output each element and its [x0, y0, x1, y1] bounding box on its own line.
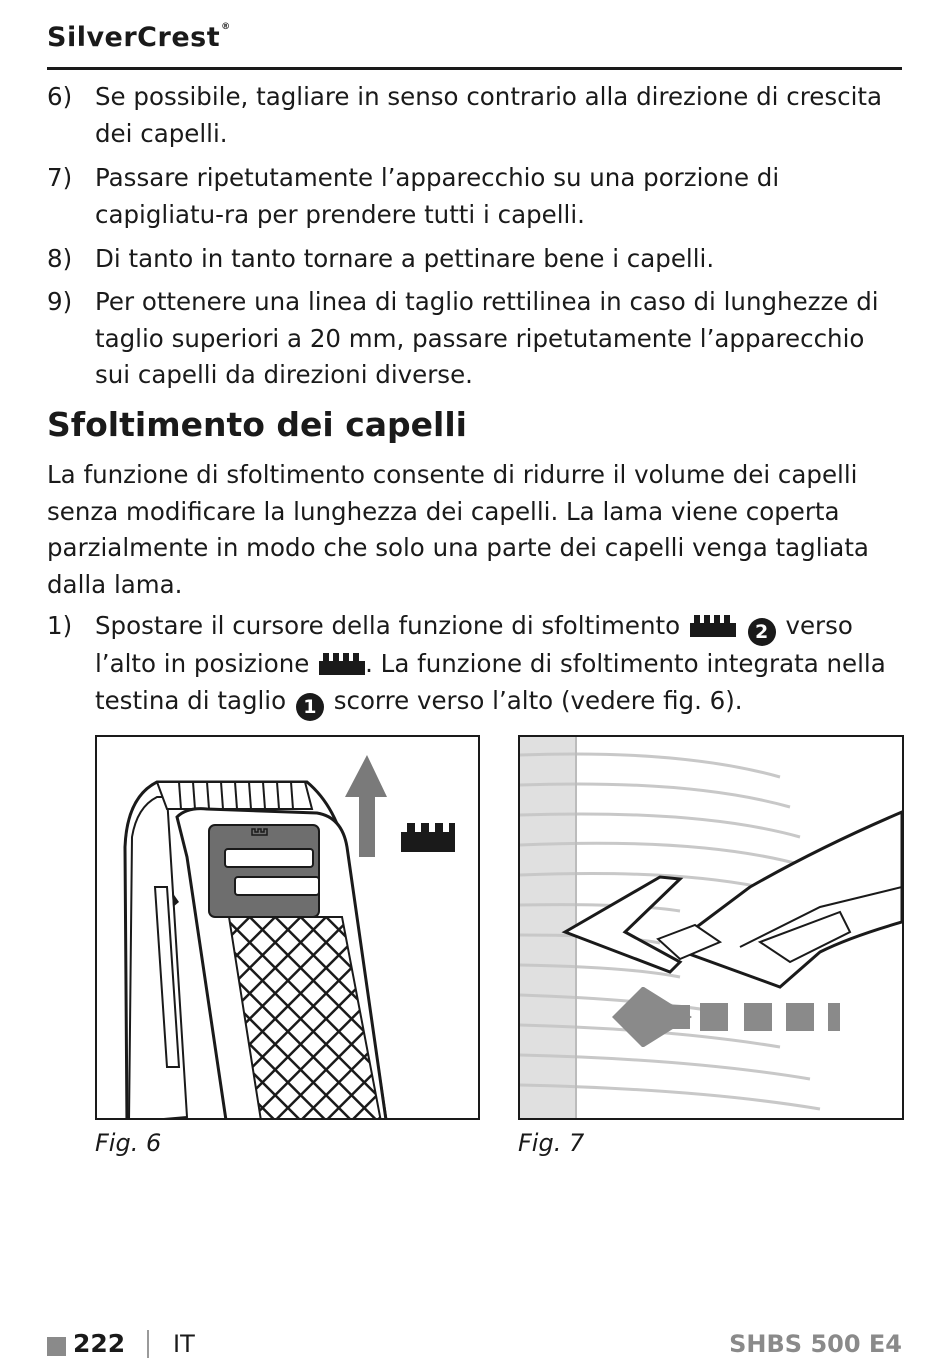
- thinning-comb-icon: [319, 653, 365, 675]
- figure-6: [95, 735, 480, 1120]
- thinning-cut-illustration: [520, 737, 902, 1118]
- thinning-step-1: [47, 608, 907, 721]
- part-ref-1: 1: [296, 693, 324, 721]
- brand-name: SilverCrest: [47, 22, 221, 53]
- language-code: IT: [173, 1330, 195, 1358]
- page-number: 222: [73, 1329, 126, 1358]
- figure-7: [518, 735, 904, 1120]
- step-number: 1): [47, 611, 73, 640]
- figure-6-caption: Fig. 6: [95, 1129, 162, 1157]
- step-text-part4: scorre verso l’alto (vedere fig. 6).: [333, 685, 743, 715]
- model-number: SHBS 500 E4: [729, 1330, 902, 1358]
- step-text-part3: . La funzione di sfoltimento integrata nella testina di taglio: [95, 649, 886, 715]
- registered-mark: ®: [221, 22, 231, 32]
- step-text: Passare ripetutamente l’apparecchio su una porzione di capigliatu-ra per prendere tutti i capelli.: [95, 163, 780, 229]
- trimmer-illustration: [97, 737, 478, 1118]
- step-number: 7): [47, 163, 73, 192]
- step-text: Di tanto in tanto tornare a pettinare bene i capelli.: [95, 244, 715, 273]
- section-heading: Sfoltimento dei capelli: [47, 405, 467, 444]
- step-text: [95, 608, 907, 721]
- step-8: [47, 241, 907, 278]
- step-number: 6): [47, 82, 73, 111]
- part-ref-2: 2: [748, 618, 776, 646]
- header-rule: [47, 67, 902, 70]
- step-9: [47, 284, 907, 394]
- footer-divider: [147, 1330, 149, 1358]
- step-text-part1: Spostare il cursore della funzione di sfoltimento: [95, 611, 681, 640]
- step-text: Per ottenere una linea di taglio rettilinea in caso di lunghezze di taglio superiori a 20 mm, passare ripetutamente l’apparecchio sui capelli da direzioni diverse.: [95, 287, 879, 389]
- step-text: Se possibile, tagliare in senso contrario alla direzione di crescita dei capelli.: [95, 82, 882, 148]
- section-intro: La funzione di sfoltimento consente di ridurre il volume dei capelli senza modificare la lunghezza dei capelli. La lama viene coperta parzialmente in modo che solo una parte dei capelli venga tagliata dalla lama.: [47, 460, 869, 599]
- brand-logo: [47, 22, 231, 53]
- step-number: 9): [47, 287, 73, 316]
- step-7: [47, 160, 907, 233]
- step-6: [47, 79, 907, 152]
- step-number: 8): [47, 244, 73, 273]
- thinning-comb-icon: [690, 615, 736, 637]
- step-text-part2: verso l’alto in posizione: [95, 611, 853, 678]
- figure-7-caption: Fig. 7: [518, 1129, 585, 1157]
- footer-square-icon: [47, 1337, 66, 1356]
